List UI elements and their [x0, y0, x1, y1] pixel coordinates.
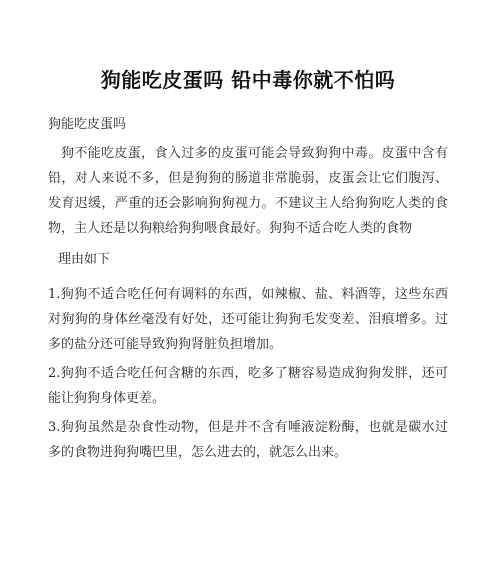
article-body — [48, 112, 448, 465]
intro-paragraph: 狗不能吃皮蛋，食入过多的皮蛋可能会导致狗狗中毒。皮蛋中含有铅，对人来说不多，但是狗狗的肠道非常脆弱，皮蛋会让它们腹泻、发育迟缓，严重的还会影响狗狗视力。不建议主人给狗狗吃人类的食物，主人还是以狗粮给狗狗喂食最好。狗狗不适合吃人类的食物 — [48, 146, 448, 236]
reason-item-3: 3.狗狗虽然是杂食性动物，但是并不含有唾液淀粉酶，也就是碳水过多的食物进狗狗嘴巴里，怎么进去的，就怎么出来。 — [48, 420, 448, 460]
article-title: 狗能吃皮蛋吗 铅中毒你就不怕吗 — [100, 68, 396, 92]
section-subheading: 狗能吃皮蛋吗 — [48, 117, 127, 132]
reason-item-1: 1.狗狗不适合吃任何有调料的东西，如辣椒、盐、料酒等，这些东西对狗狗的身体丝毫没有好处，还可能让狗狗毛发变差、泪痕增多。过多的盐分还可能导致狗狗肾脏负担增加。 — [48, 287, 448, 352]
reasons-heading: 理由如下 — [58, 252, 111, 267]
reason-item-2: 2.狗狗不适合吃任何含糖的东西，吃多了糖容易造成狗狗发胖，还可能让狗狗身体更差。 — [48, 366, 448, 406]
